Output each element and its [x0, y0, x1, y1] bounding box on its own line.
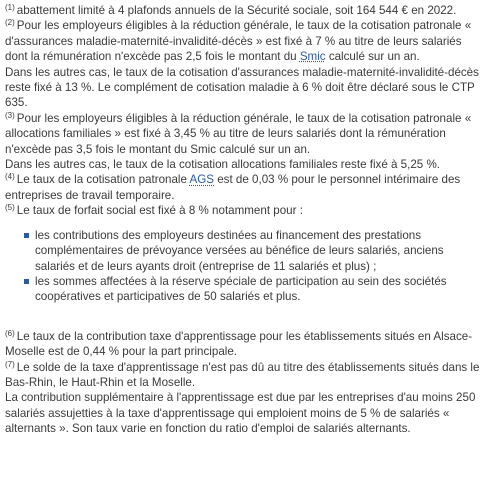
footnote-3	[5, 111, 482, 157]
footnote-6-number: (6)	[5, 328, 15, 338]
list-item	[24, 228, 482, 274]
footnote-4-text-b: est de 0,03 % pour le personnel intérimaire des entreprises de travail temporaire.	[5, 173, 461, 202]
footnote-2	[5, 18, 482, 64]
footnote-4-number: (4)	[5, 172, 15, 182]
list-item	[24, 274, 482, 305]
footnote-4-text-a: Le taux de la cotisation patronale	[16, 173, 190, 187]
footnote-7-text: Le solde de la taxe d'apprentissage n'est pas dû au titre des établissements situés dans le Bas-Rhin, le Haut-Rhin et la Moselle.	[5, 360, 480, 389]
footnote-5-list	[5, 228, 482, 305]
footnote-6	[5, 329, 482, 360]
footnote-6-text: Le taux de la contribution taxe d'apprentissage pour les établissements situés en Alsace-Moselle est de 0,44 % pour la part principale.	[5, 329, 473, 359]
footnote-5	[5, 203, 482, 218]
footnote-2-text-b: calculé sur un an.	[325, 50, 420, 64]
list-item-text: les contributions des employeurs destinées au financement des prestations complémentaires de prévoyance versées au bénéfice de leurs salariés, anciens salariés et de leurs ayants droit (entreprise de 11 salariés et plus) ;	[35, 228, 444, 273]
footnote-7-paragraph-2: La contribution supplémentaire à l'apprentissage est due par les entreprises d'au moins 250 salariés assujetties à la taxe d'apprentissage qui emploient moins de 5 % de salariés « alternants ». Son taux varie en fonction du ratio d'emploi de salariés alternants.	[5, 391, 476, 436]
list-item-text: les sommes affectées à la réserve spéciale de participation au sein des sociétés coopératives et participatives de 50 salariés et plus.	[35, 274, 447, 304]
footnote-1-number: (1)	[5, 3, 15, 12]
footnote-7	[5, 360, 482, 391]
footnote-2-text-a: Pour les employeurs éligibles à la réduction générale, le taux de la cotisation patronale « d'assurances maladie-maternité-invalidité-décès » est fixé à 7 % au titre de leurs salariés dont la rémunération n'excède pas 2,5 fois le montant du	[5, 19, 472, 64]
footnote-3-text: Pour les employeurs éligibles à la réduction générale, le taux de la cotisation patronale « allocations familiales » est fixé à 3,45 % au titre de leurs salariés dont la rémunération n'excède pas 3,5 fois le montant du Smic calculé sur un an.	[5, 111, 472, 156]
footnote-7-number: (7)	[5, 359, 15, 369]
footnote-1	[5, 3, 482, 18]
footnote-5-text: Le taux de forfait social est fixé à 8 % notamment pour :	[16, 204, 303, 218]
footnote-3-number: (3)	[5, 110, 15, 120]
bullet-icon	[24, 279, 29, 284]
ags-link[interactable]: AGS	[189, 173, 215, 187]
bullet-icon	[24, 233, 29, 238]
footnote-5-number: (5)	[5, 203, 15, 213]
footnote-2-paragraph-2: Dans les autres cas, le taux de la cotisation d'assurances maladie-maternité-invalidité-décès reste fixé à 13 %. Le complément de cotisation maladie à 6 % doit être déclaré sous le CTP 635.	[5, 65, 479, 110]
smic-link[interactable]: Smic	[299, 50, 326, 64]
footnote-3-paragraph-2: Dans les autres cas, le taux de la cotisation allocations familiales reste fixé à 5,25 %.	[5, 158, 440, 172]
spacer	[5, 305, 482, 329]
footnote-4	[5, 172, 482, 203]
footnote-2-number: (2)	[5, 18, 15, 28]
footnote-1-text: abattement limité à 4 plafonds annuels de la Sécurité sociale, soit 164 544 € en 2022.	[16, 4, 457, 17]
